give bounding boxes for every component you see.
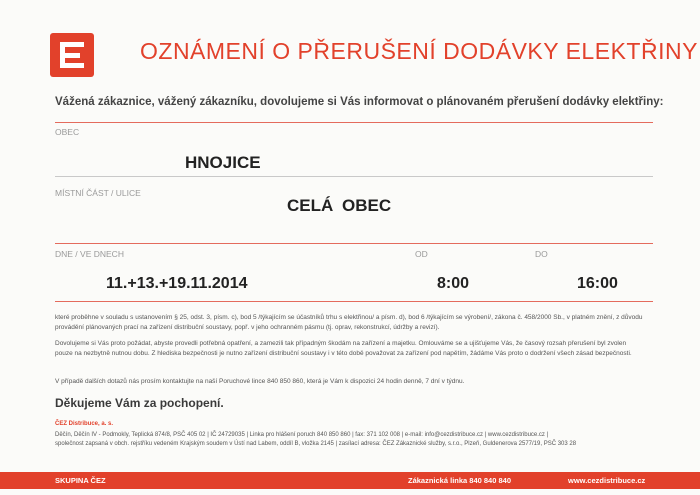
cast-label: MÍSTNÍ ČÁST / ULICE [55,188,141,198]
hotline-label: Zákaznická linka 840 840 840 [408,476,511,485]
footer-line-1: Děčín, Děčín IV - Podmokly, Teplická 874/8, PSČ 405 02 | IČ 24729035 | Linka pro hlášení poruch 840 850 860 | fax: 371 102 008 | e-mail: info@cezdistribuce.cz | www.cezdistribuce.cz | [55,432,549,438]
do-label: DO [535,249,548,259]
body-paragraph-3: V případě dalších dotazů nás prosím kontaktujte na naší Poruchové lince 840 850 860, která je Vám k dispozici 24 hodin denně, 7 dní v týdnu. [55,378,465,385]
web-link[interactable]: www.cezdistribuce.cz [568,476,646,485]
company-name: ČEZ Distribuce, a. s. [55,421,114,427]
thanks-text: Děkujeme Vám za pochopení. [55,396,224,410]
obec-label: OBEC [55,127,80,137]
divider [55,122,653,123]
obec-value: HNOJICE [185,153,261,172]
body-paragraph-1: které proběhne v souladu s ustanovením § 25, odst. 3, písm. c), bod 5 /týkajícím se účastníků trhu s elektřinou/ a písm. d), bod 6 /týkajícím se výrobení/, zákona č. 458/2000 Sb., v platném znění, z důvodu provádění plánovaných prací na zařízení distribuční soustavy, popř. v jeho ochranném pásmu (tj. oprav, rekonstrukcí, údržby a revizí). [55,314,643,331]
divider [55,176,653,177]
cez-logo [50,33,94,77]
divider [55,301,653,302]
divider [55,243,653,244]
od-value: 8:00 [437,275,470,292]
group-label: SKUPINA ČEZ [55,476,106,485]
dne-value: 11.+13.+19.11.2014 [106,275,248,292]
od-label: OD [415,249,428,259]
do-value: 16:00 [577,275,618,292]
greeting-text: Vážená zákaznice, vážený zákazníku, dovolujeme si Vás informovat o plánovaném přerušení dodávky elektřiny: [55,96,664,108]
cast-value: CELÁ OBEC [287,196,392,215]
footer-line-2: společnost zapsaná v obch. rejstříku vedeném Krajským soudem v Ústí nad Labem, oddíl B, vložka 2145 | zasílací adresa: ČEZ Zákaznické služby, s.r.o., Plzeň, Guldenerova 2577/19, PSČ 303 28 [55,441,577,447]
body-paragraph-2: Dovolujeme si Vás proto požádat, abyste provedli potřebná opatření, a zamezili tak případným škodám na zařízení a majetku. Omlouváme se a ujišťujeme Vás, že časový rozsah přerušení byl zvolen pouze na nezbytně nutnou dobu. Z hlediska bezpečnosti je nutno zařízení distribuční soustavy i v této době považovat za zařízení pod napětím, žádáme Vás proto o dodržení všech zásad bezpečnosti. [55,340,632,357]
bottom-bar [0,472,700,489]
page-title: OZNÁMENÍ O PŘERUŠENÍ DODÁVKY ELEKTŘINY [140,38,698,64]
footer-company [55,421,113,427]
dne-label: DNE / VE DNECH [55,249,124,259]
